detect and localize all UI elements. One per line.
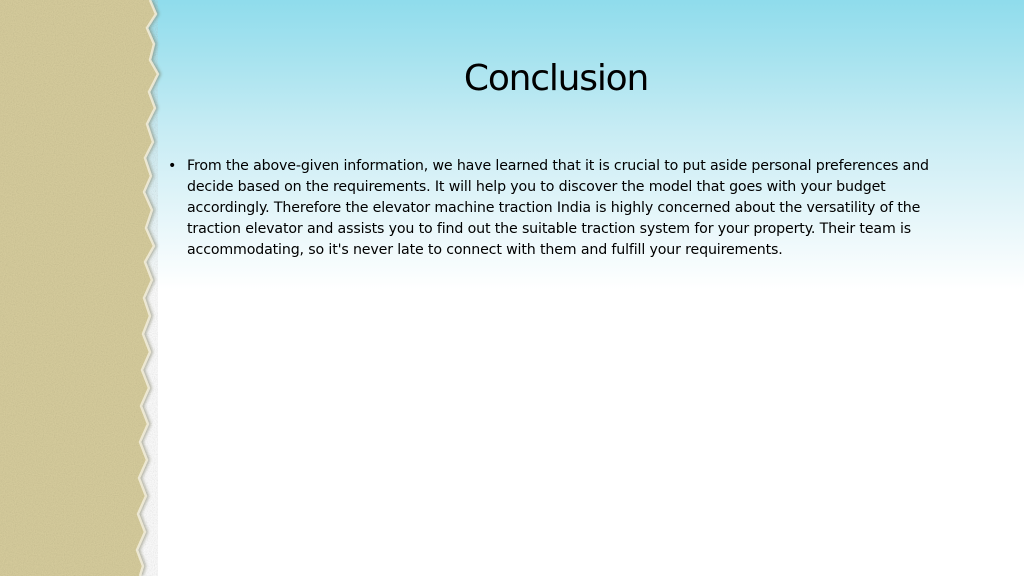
- bullet-item: [168, 156, 938, 261]
- torn-paper-edge-decoration: [0, 0, 175, 576]
- slide-title: Conclusion: [463, 58, 649, 99]
- bullet-text: From the above-given information, we have learned that it is crucial to put aside personal preferences and decide based on the requirements. It will help you to discover the model that goes with your budget accordingly. Therefore the elevator machine traction India is highly concerned about the versatility of the traction elevator and assists you to find out the suitable traction system for your property. Their team is accommodating, so it's never late to connect with them and fulfill your requirements.: [187, 158, 929, 258]
- bullet-list: [168, 156, 938, 261]
- bullet-mark: •: [168, 158, 177, 174]
